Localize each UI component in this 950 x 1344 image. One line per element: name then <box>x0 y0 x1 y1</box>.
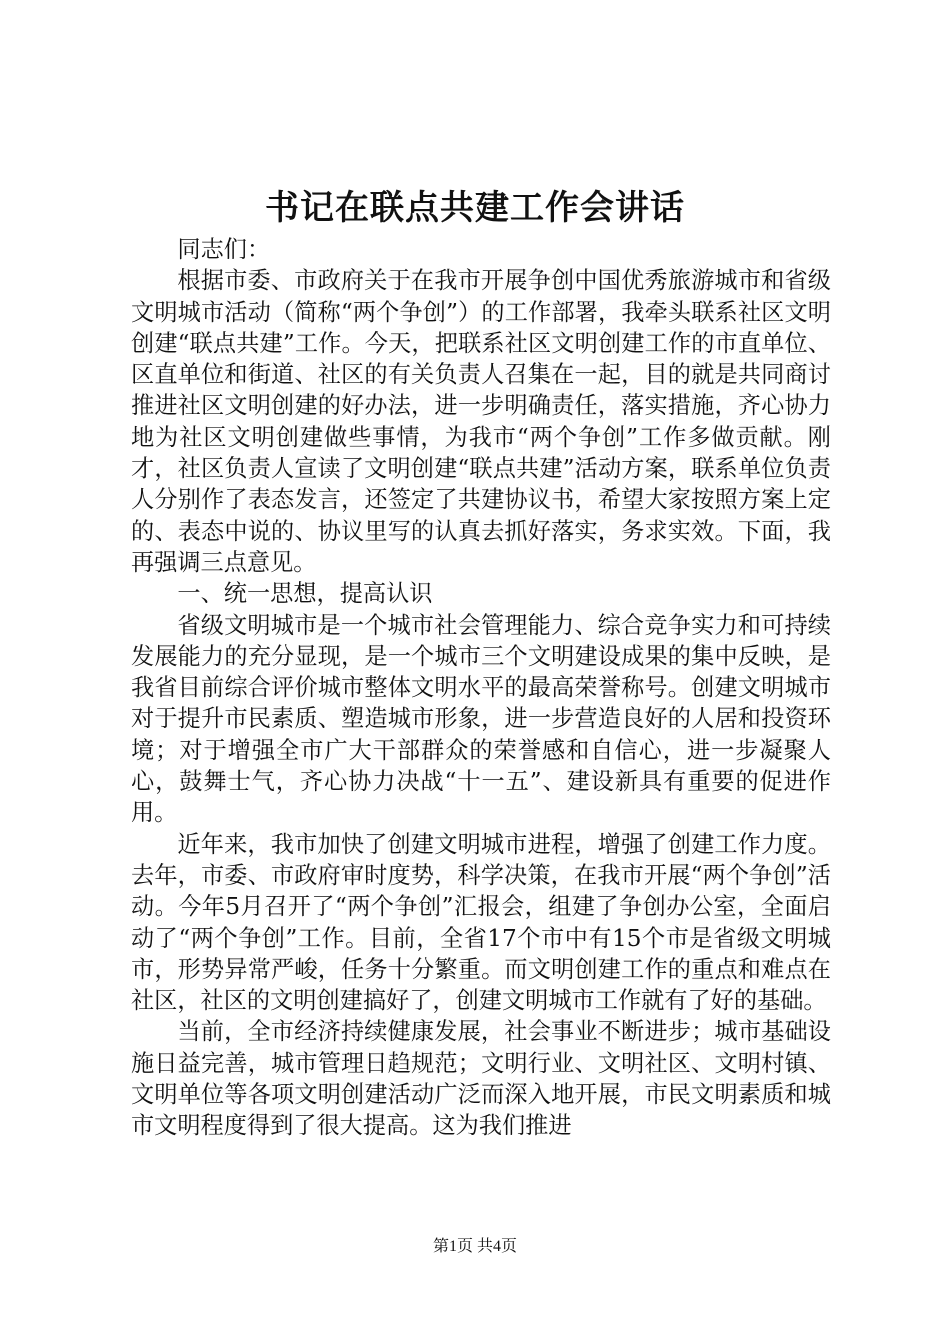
paragraph-section-1a: 省级文明城市是一个城市社会管理能力、综合竞争实力和可持续发展能力的充分显现，是一个城市三个文明建设成果的集中反映，是我省目前综合评价城市整体文明水平的最高荣誉称号。创建文明城市对于提升市民素质、塑造城市形象，进一步营造良好的人居和投资环境；对于增强全市广大干部群众的荣誉感和自信心，进一步凝聚人心，鼓舞士气，齐心协力决战“十一五”、建设新具有重要的促进作用。 <box>131 611 831 827</box>
page-number-footer: 第1页 共4页 <box>432 1238 517 1255</box>
document-title: 书记在联点共建工作会讲话 <box>265 188 685 228</box>
salutation: 同志们： <box>177 236 271 263</box>
section-heading-1: 一、统一思想，提高认识 <box>177 580 433 608</box>
document-body <box>131 234 831 1142</box>
paragraph-section-1c: 当前，全市经济持续健康发展，社会事业不断进步；城市基础设施日益完善，城市管理日趋规范；文明行业、文明社区、文明村镇、文明单位等各项文明创建活动广泛而深入地开展，市民文明素质和城市文明程度得到了很大提高。这为我们推进 <box>131 1018 831 1140</box>
paragraph-intro: 根据市委、市政府关于在我市开展争创中国优秀旅游城市和省级文明城市活动（简称“两个争创”）的工作部署，我牵头联系社区文明创建“联点共建”工作。今天，把联系社区文明创建工作的市直单位、区直单位和街道、社区的有关负责人召集在一起，目的就是共同商讨推进社区文明创建的好办法，进一步明确责任，落实措施，齐心协力地为社区文明创建做些事情，为我市“两个争创”工作多做贡献。刚才，社区负责人宣读了文明创建“联点共建”活动方案，联系单位负责人分别作了表态发言，还签定了共建协议书，希望大家按照方案上定的、表态中说的、协议里写的认真去抓好落实，务求实效。下面，我再强调三点意见。 <box>131 267 831 576</box>
paragraph-section-1b: 近年来，我市加快了创建文明城市进程，增强了创建工作力度。去年，市委、市政府审时度势，科学决策，在我市开展“两个争创”活动。今年5月召开了“两个争创”汇报会，组建了争创办公室，全面启动了“两个争创”工作。目前，全省17个市中有15个市是省级文明城市，形势异常严峻，任务十分繁重。而文明创建工作的重点和难点在社区，社区的文明创建搞好了，创建文明城市工作就有了好的基础。 <box>131 830 831 1015</box>
